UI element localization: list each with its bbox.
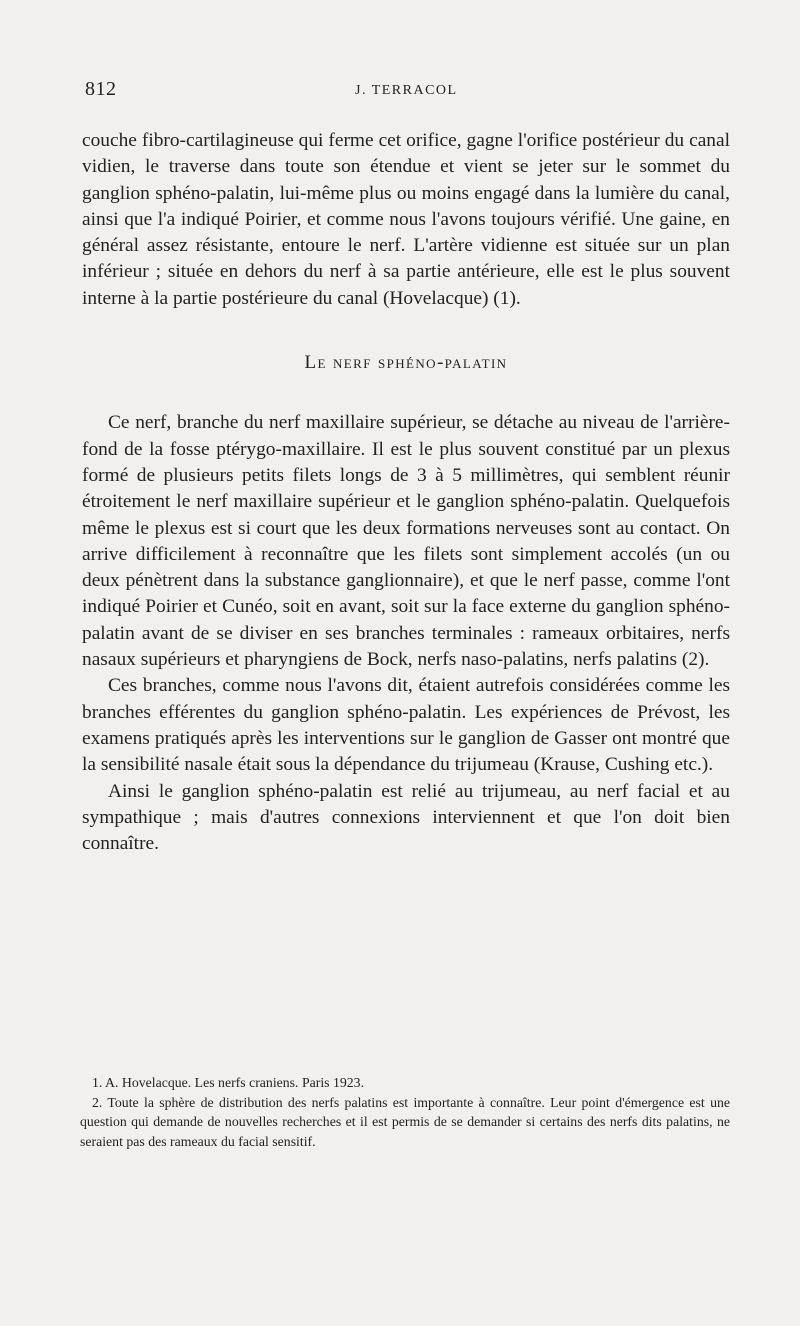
paragraph: Ainsi le ganglion sphéno-palatin est relié au trijumeau, au nerf facial et au sympathique ; mais d'autres connexions interviennent et que l'on doit bien connaître. (82, 780, 730, 855)
paragraph-continued: couche fibro-cartilagineuse qui ferme cet orifice, gagne l'orifice postérieur du canal vidien, le traverse dans toute son étendue et vient se jeter sur le sommet du ganglion sphéno-palatin, lui-même plus ou moins engagé dans la lumière du canal, ainsi que l'a indiqué Poirier, et comme nous l'avons toujours vérifié. Une gaine, en général assez résistante, entoure le nerf. L'artère vidienne est située sur un plan inférieur ; située en dehors du nerf à sa partie antérieure, elle est le plus souvent interne à la partie postérieure du canal (Hovelacque) (1). (82, 130, 730, 309)
paragraph: Ce nerf, branche du nerf maxillaire supérieur, se détache au niveau de l'arrière-fond de la fosse ptérygo-maxillaire. Il est le plus souvent constitué par un plexus formé de plusieurs petits filets longs de 3 à 5 millimètres, qui semblent réunir étroitement le nerf maxillaire supérieur et le ganglion sphéno-palatin. Quelquefois même le plexus est si court que les deux formations nerveuses sont au contact. On arrive difficilement à reconnaître que les filets sont simplement accolés (un ou deux pénètrent dans la substance ganglionnaire), et que le nerf passe, comme l'ont indiqué Poirier et Cunéo, soit en avant, soit sur la face externe du ganglion sphéno-palatin avant de se diviser en ses branches terminales : rameaux orbitaires, nerfs nasaux supérieurs et pharyngiens de Bock, nerfs naso-palatins, nerfs palatins (2). (82, 412, 730, 671)
page-header (85, 78, 730, 104)
footnote-1: 1. A. Hovelacque. Les nerfs craniens. Paris 1923. (92, 1075, 365, 1090)
paragraph: Ces branches, comme nous l'avons dit, étaient autrefois considérées comme les branches efférentes du ganglion sphéno-palatin. Les expériences de Prévost, les examens pratiqués après les interventions sur le ganglion de Gasser ont montré que la sensibilité nasale était sous la dépendance du trijumeau (Krause, Cushing etc.). (82, 675, 730, 776)
main-text (82, 128, 730, 857)
section-heading: Le nerf sphéno-palatin (304, 352, 508, 374)
running-head: J. TERRACOL (355, 83, 458, 98)
footnote-2: 2. Toute la sphère de distribution des nerfs palatins est importante à connaître. Leur point d'émergence est une question qui demande de nouvelles recherches et il est permis de se demander si certains des nerfs dits palatins, ne seraient pas des rameaux du facial sensitif. (80, 1094, 730, 1149)
page-number: 812 (85, 78, 117, 100)
footnotes (80, 1073, 730, 1151)
